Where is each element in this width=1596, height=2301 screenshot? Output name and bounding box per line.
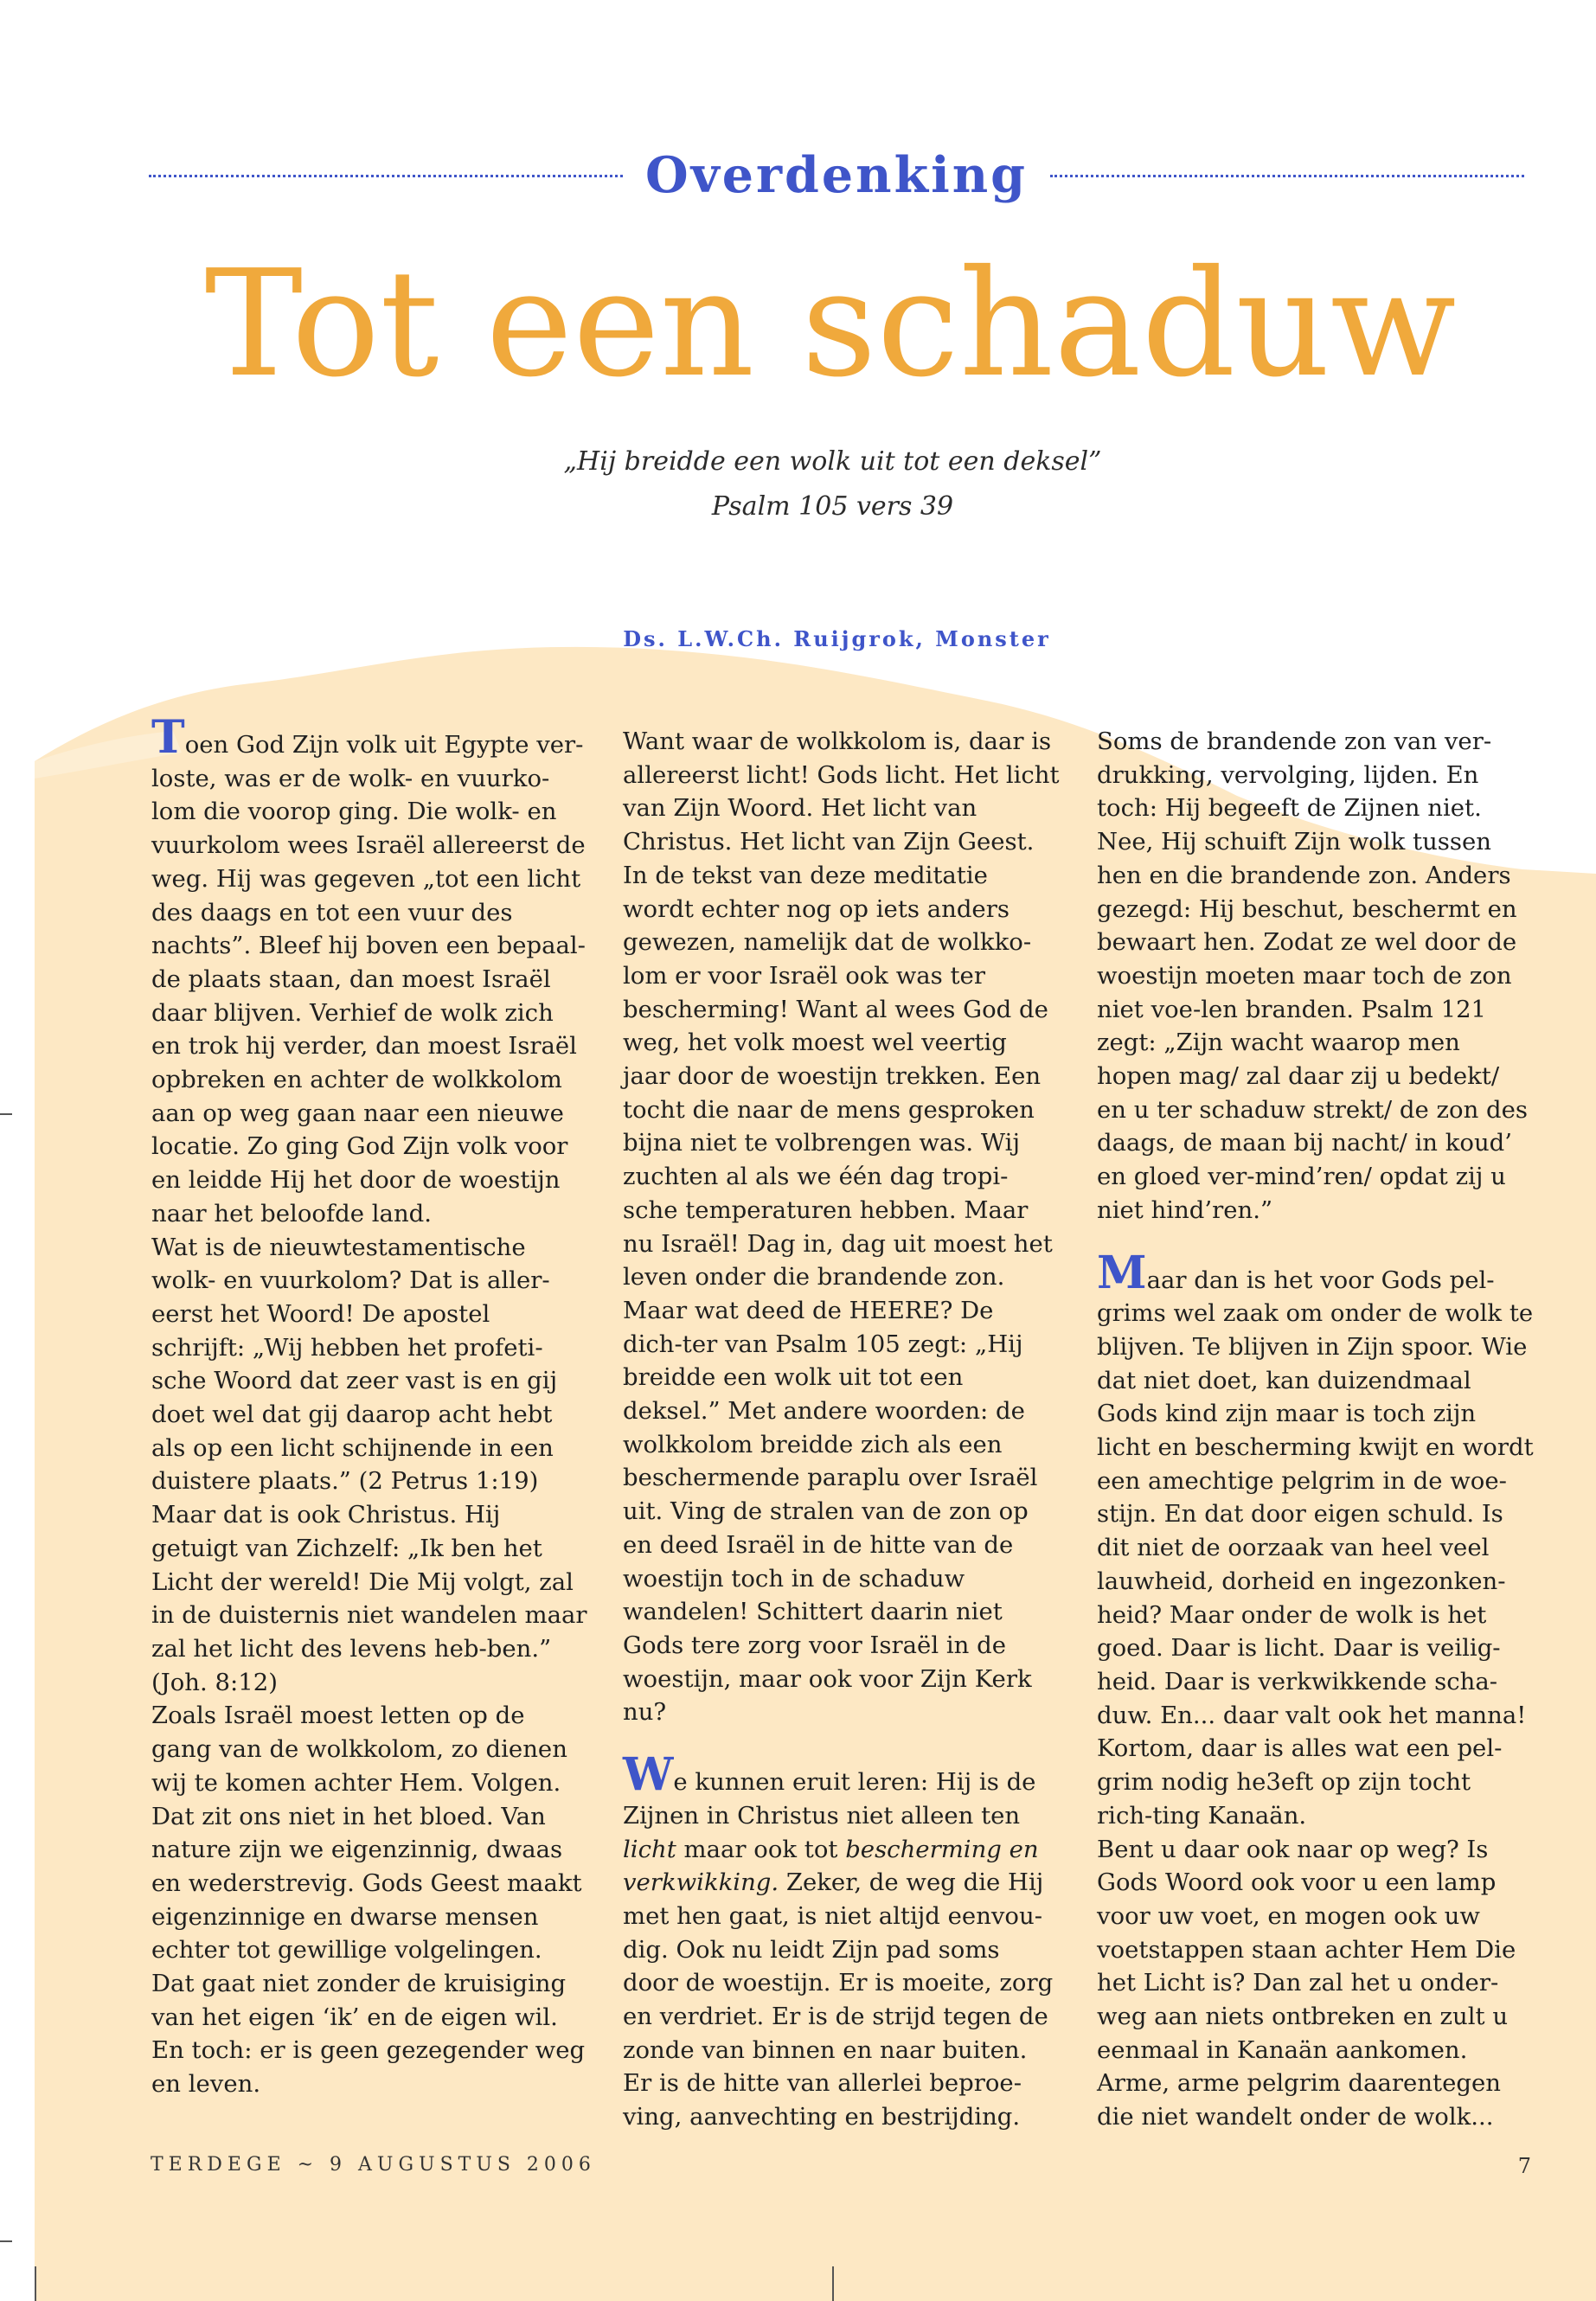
paragraph: Bent u daar ook naar op weg? Is Gods Woord ook voor u een lamp voor uw voet, en mogen ook uw voetstappen staan achter Hem Die het Licht is? Dan zal het u onder-weg aan niets ontbreken en zult u eenmaal in Kanaän aankomen. Arme, arme pelgrim daarentegen die niet wandelt onder de wolk...: [1097, 1835, 1516, 2131]
paragraph: Want waar de wolkkolom is, daar is allereerst licht! Gods licht. Het licht van Zijn Woord. Het licht van Christus. Het licht van Zijn Geest. In de tekst van deze meditatie wordt echter nog op iets anders gewezen, namelijk dat de wolkko-lom er voor Israël ook was ter bescherming! Want al wees God de weg, het volk moest wel veertig jaar door de woestijn trekken. Een tocht die naar de mens gesproken bijna niet te volbrengen was. Wij zuchten al als we één dag tropi-sche temperaturen hebben. Maar nu Israël! Dag in, dag uit moest het leven onder die brandende zon. Maar wat deed de HEERE? De dich-ter van Psalm 105 zegt: „Hij breidde een wolk uit tot een deksel.” Met andere woorden: de wolkkolom breidde zich als een beschermende paraplu over Israël uit. Ving de stralen van de zon op en deed Israël in de hitte van de woestijn toch in de schaduw wandelen! Schittert daarin niet Gods tere zorg voor Israël in de woestijn, maar ook voor Zijn Kerk nu?: [623, 727, 1060, 1727]
paragraph: [151, 711, 588, 1231]
emphasis-text: bescherming en verkwikking.: [623, 1835, 1039, 1897]
text-column-1: [151, 711, 588, 2101]
crop-mark-bottom-1: [35, 2266, 36, 2301]
kicker-label: Overdenking: [644, 146, 1029, 204]
paragraph-text: aar dan is het voor Gods pel-grims wel zaak om onder de wolk te blijven. Te blijven in Zijn spoor. Wie dat niet doet, kan duizendmaal Gods kind zijn maar is toch zijn licht en bescherming kwijt en wordt een amechtige pelgrim in de woe-stijn. En dat door eigen schuld. Is dit niet de oorzaak van heel veel lauwheid, dorheid en ingezonken-heid? Maar onder de wolk is het goed. Daar is licht. Daar is veilig-heid. Daar is verkwikkende scha-duw. En... daar valt ook het manna! Kortom, daar is alles wat een pel-grim nodig he3eft op zijn tocht rich-ting Kanaän.: [1097, 1266, 1534, 1830]
paragraph-text: Zeker, de weg die Hij met hen gaat, is niet altijd eenvou-dig. Ook nu leidt Zijn pad soms door de woestijn. Er is moeite, zorg en verdriet. Er is de strijd tegen de zonde van binnen en naar buiten. Er is de hitte van allerlei beproe-ving, aanvechting en bestrijding.: [623, 1868, 1054, 2131]
epigraph-quote: „Hij breidde een wolk uit tot een deksel”: [563, 446, 1102, 477]
article-title: Tot een schaduw: [204, 239, 1457, 410]
drop-cap: W: [623, 1748, 674, 1802]
publication-footer: TERDEGE ~ 9 AUGUSTUS 2006: [151, 2154, 596, 2176]
dotted-rule-right: [1050, 175, 1524, 177]
paragraph: En toch: er is geen gezegender weg en leven.: [151, 2036, 586, 2099]
paragraph: [623, 1748, 1060, 2134]
paragraph: [1097, 1246, 1534, 1833]
section-kicker: [149, 145, 1524, 215]
crop-mark-bottom-2: [832, 2266, 834, 2301]
text-column-2: [623, 725, 1060, 2134]
drop-cap: T: [151, 711, 185, 764]
paragraph: Soms de brandende zon van ver-drukking, vervolging, lijden. En toch: Hij begeeft de Zijnen niet. Nee, Hij schuift Zijn wolk tussen hen en die brandende zon. Anders gezegd: Hij beschut, beschermt en bewaart hen. Zodat ze wel door de woestijn moeten maar toch de zon niet voe-len branden. Psalm 121 zegt: „Zijn wacht waarop men hopen mag/ zal daar zij u bedekt/ en u ter schaduw strekt/ de zon des daags, de maan bij nacht/ in koud’ en gloed ver-mind’ren/ opdat zij u niet hind’ren.”: [1097, 727, 1529, 1224]
epigraph: [0, 439, 1596, 529]
emphasis-text: licht: [623, 1835, 676, 1863]
paragraph-text: maar ook tot: [676, 1835, 846, 1863]
epigraph-reference: Psalm 105 vers 39: [711, 491, 954, 522]
dotted-rule-left: [149, 175, 623, 177]
crop-mark-left-bottom: [0, 2240, 12, 2242]
drop-cap: M: [1097, 1246, 1147, 1299]
paragraph-text: e kunnen eruit leren: Hij is de Zijnen in Christus niet alleen ten: [623, 1768, 1036, 1830]
text-column-3: [1097, 725, 1534, 2134]
paragraph: Wat is de nieuwtestamentische wolk- en vuurkolom? Dat is aller-eerst het Woord! De apostel schrijft: „Wij hebben het profeti-sche Woord dat zeer vast is en gij doet wel dat gij daarop acht hebt als op een licht schijnende in een duistere plaats.” (2 Petrus 1:19): [151, 1233, 558, 1496]
paragraph: Zoals Israël moest letten op de gang van de wolkkolom, zo dienen wij te komen achter Hem. Volgen. Dat zit ons niet in het bloed. Van nature zijn we eigenzinnig, dwaas en wederstrevig. Gods Geest maakt eigenzinnige en dwarse mensen echter tot gewillige volgelingen. Dat gaat niet zonder de kruisiging van het eigen ‘ik’ en de eigen wil.: [151, 1702, 582, 2031]
author-byline: Ds. L.W.Ch. Ruijgrok, Monster: [623, 626, 1051, 651]
paragraph: Maar dat is ook Christus. Hij getuigt van Zichzelf: „Ik ben het Licht der wereld! Die Mij volgt, zal in de duisternis niet wandelen maar zal het licht des levens heb-ben.” (Joh. 8:12): [151, 1501, 587, 1696]
crop-mark-left: [0, 1113, 12, 1115]
paragraph-text: oen God Zijn volk uit Egypte ver-loste, was er de wolk- en vuurko-lom die voorop ging. Die wolk- en vuurkolom wees Israël allereerst de weg. Hij was gegeven „tot een licht des daags en tot een vuur des nachts”. Bleef hij boven een bepaal-de plaats staan, dan moest Israël daar blijven. Verhief de wolk zich en trok hij verder, dan moest Israël opbreken en achter de wolkkolom aan op weg gaan naar een nieuwe locatie. Zo ging God Zijn volk voor en leidde Hij het door de woestijn naar het beloofde land.: [151, 731, 586, 1227]
page-number: 7: [1517, 2154, 1531, 2178]
